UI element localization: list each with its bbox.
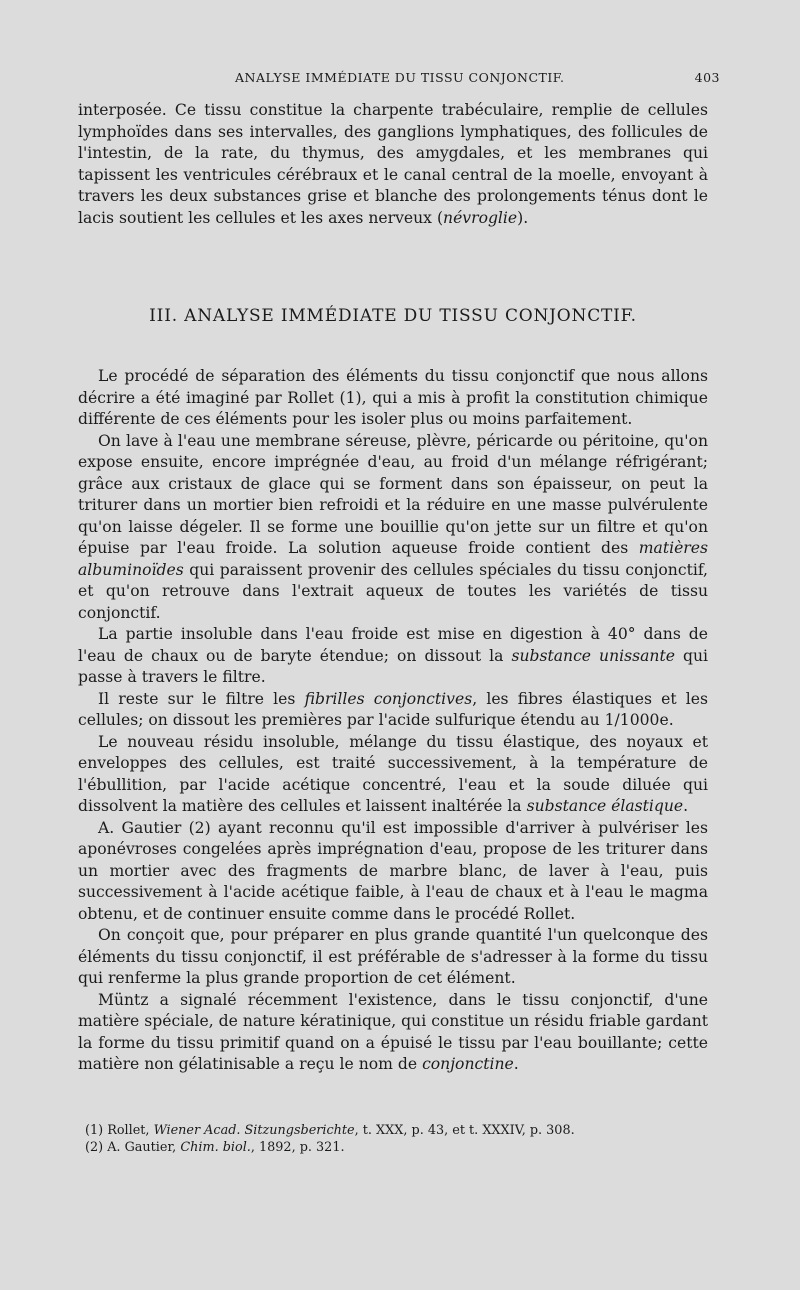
paragraph: On lave à l'eau une membrane séreuse, plèvre, péricarde ou péritoine, qu'on expose ensuite, encore imprégnée d'eau, au froid d'un mélange réfrigérant; grâce aux cristaux de glace qui se forment dans son épaisseur, on peut la triturer dans un mortier bien refroidi et la réduire en une masse pulvérulente qu'on laisse dégeler. Il se forme une bouillie qu'on jette sur un filtre et qu'on épuise par l'eau froide. La solution aqueuse froide contient des matières albuminoïdes qui paraissent provenir des cellules spéciales du tissu conjonctif, et qu'on retrouve dans l'extrait aqueux de toutes les variétés de tissu conjonctif.: [78, 431, 708, 622]
page-number: 403: [694, 70, 720, 85]
footnotes: [85, 1122, 715, 1156]
italic-term: névroglie: [443, 208, 518, 227]
italic-term: matières albuminoïdes: [78, 539, 708, 579]
italic-term: substance élastique: [526, 797, 684, 815]
paragraph: Müntz a signalé récemment l'existence, dans le tissu conjonctif, d'une matière spéciale, de nature kératinique, qui constitue un résidu friable gardant la forme du tissu primitif quand on a épuisé le tissu par l'eau bouillante; cette matière non gélatinisable a reçu le nom de conjonctine.: [78, 990, 708, 1073]
paragraph: Le procédé de séparation des éléments du tissu conjonctif que nous allons décrire a été imaginé par Rollet (1), qui a mis à profit la constitution chimique différente de ces éléments pour les isoler plus ou moins parfaitement.: [78, 367, 708, 428]
italic-term: fibrilles conjonctives: [304, 689, 473, 708]
section-heading: III. ANALYSE IMMÉDIATE DU TISSU CONJONCTIF.: [149, 306, 637, 326]
footnote-1: (1) Rollet, Wiener Acad. Sitzungsberichte, t. XXX, p. 43, et t. XXXIV, p. 308.: [85, 1123, 575, 1138]
paragraph: Il reste sur le filtre les fibrilles conjonctives, les fibres élastiques et les cellules; on dissout les premières par l'acide sulfurique étendu au 1/1000e.: [78, 689, 708, 729]
footnote-2: (2) A. Gautier, Chim. biol., 1892, p. 321.: [85, 1140, 345, 1155]
paragraph: A. Gautier (2) ayant reconnu qu'il est impossible d'arriver à pulvériser les aponévroses congelées après imprégnation d'eau, propose de les triturer dans un mortier avec des fragments de marbre blanc, de laver à l'eau, puis successivement à l'acide acétique faible, à l'eau de chaux et à l'eau le magma obtenu, et de continuer ensuite comme dans le procédé Rollet.: [78, 818, 708, 923]
paragraph: La partie insoluble dans l'eau froide est mise en digestion à 40° dans de l'eau de chaux ou de baryte étendue; on dissout la substance unissante qui passe à travers le filtre.: [78, 625, 708, 686]
intro-paragraph: [78, 100, 708, 229]
italic-term: conjonctine: [422, 1055, 514, 1073]
paragraph: On conçoit que, pour préparer en plus grande quantité l'un quelconque des éléments du tissu conjonctif, il est préférable de s'adresser à la forme du tissu qui renferme la plus grande proportion de cet élément.: [78, 926, 708, 987]
italic-term: substance unissante: [511, 646, 675, 665]
italic-term: Wiener Acad. Sitzungsberichte: [153, 1123, 355, 1138]
paragraph-continuation: interposée. Ce tissu constitue la charpente trabéculaire, remplie de cellules lymphoïdes dans ses intervalles, des ganglions lymphatiques, des follicules de l'intestin, de la rate, du thymus, des amygdales, et les membranes qui tapissent les ventricules cérébraux et le canal central de la moelle, envoyant à travers les deux substances grise et blanche des prolongements ténus dont le lacis soutient les cellules et les axes nerveux (névroglie).: [78, 101, 708, 227]
italic-term: Chim. biol.: [180, 1140, 251, 1155]
running-title: ANALYSE IMMÉDIATE DU TISSU CONJONCTIF.: [235, 70, 565, 85]
paragraph: Le nouveau résidu insoluble, mélange du tissu élastique, des noyaux et enveloppes des cellules, est traité successivement, à la température de l'ébullition, par l'acide acétique concentré, l'eau et la soude diluée qui dissolvent la matière des cellules et laissent inaltérée la substance élastique.: [78, 732, 708, 815]
section-body: [78, 366, 708, 1076]
